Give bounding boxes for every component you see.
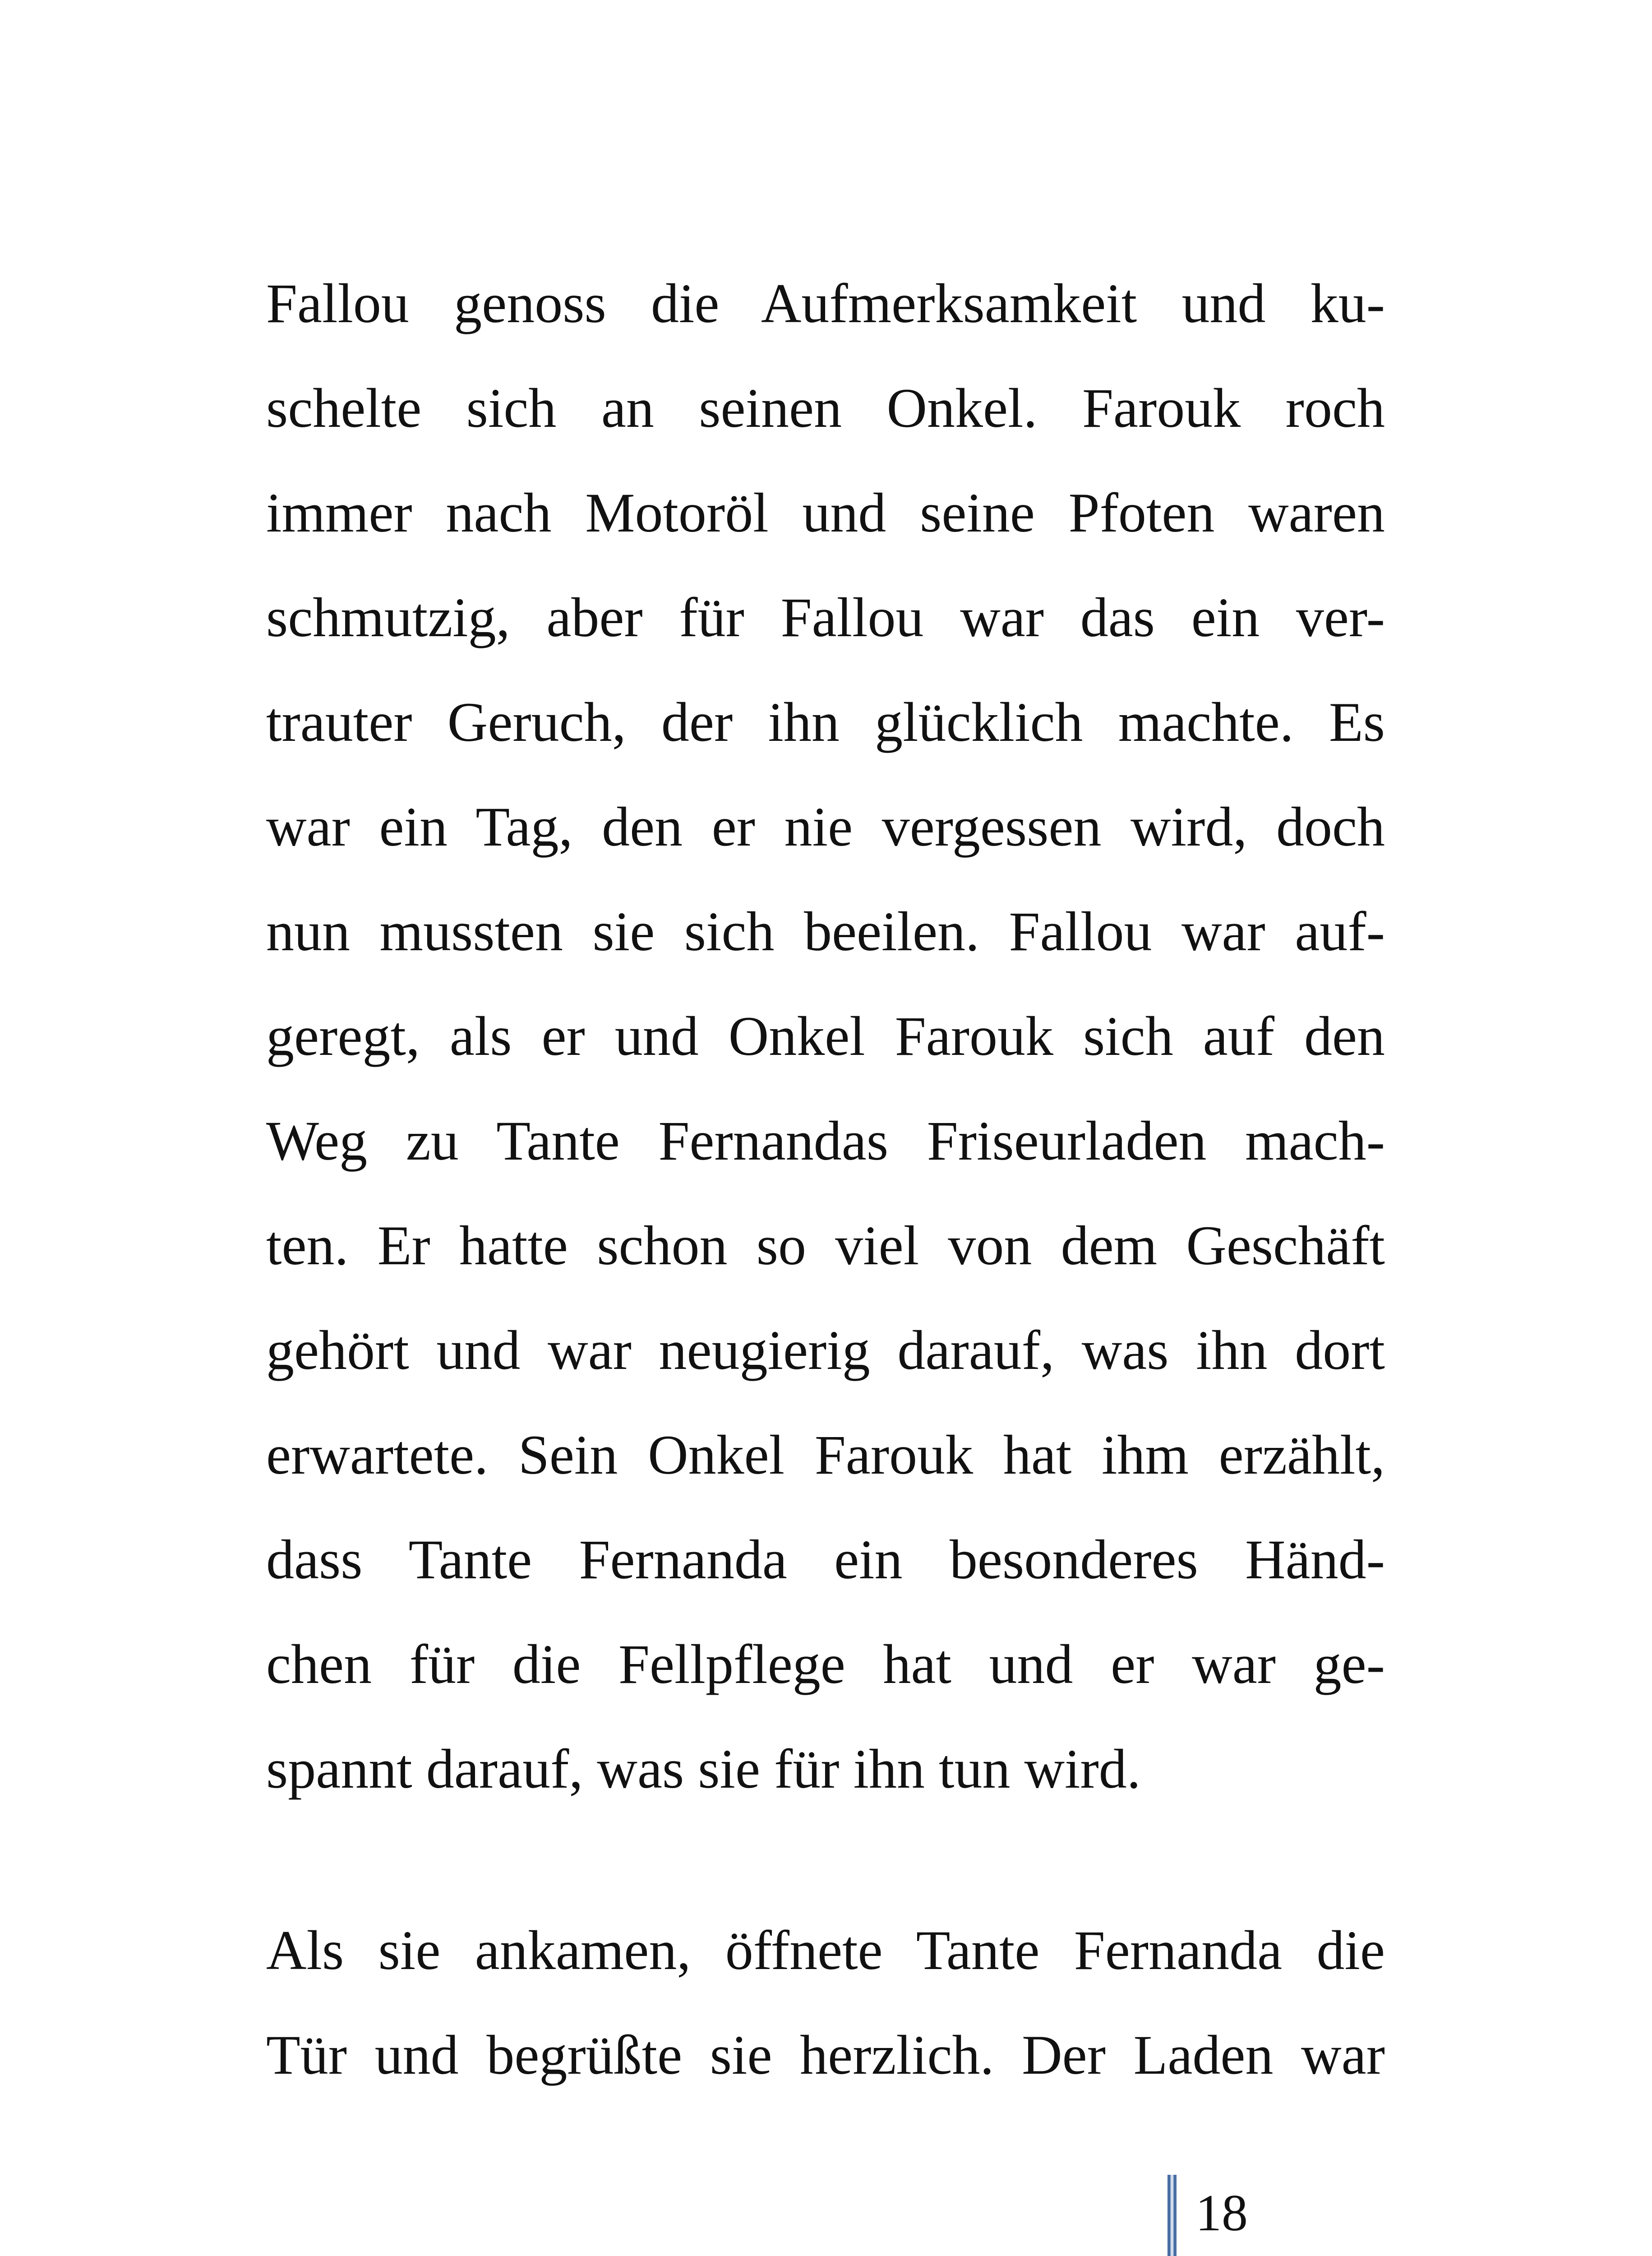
text-line: geregt, als er und Onkel Farouk sich auf den [266, 1005, 1385, 1067]
text-line: ten. Er hatte schon so viel von dem Geschäft [266, 1215, 1385, 1276]
text-line: spannt darauf, was sie für ihn tun wird. [266, 1738, 1141, 1800]
page-number-rule [1167, 2175, 1177, 2256]
page-number: 18 [1195, 2184, 1248, 2242]
text-line: Tür und begrüßte sie herzlich. Der Laden war [266, 2024, 1385, 2086]
text-line: immer nach Motoröl und seine Pfoten waren [266, 482, 1385, 544]
text-line: gehört und war neugierig darauf, was ihn dort [266, 1319, 1385, 1381]
text-line: dass Tante Fernanda ein besonderes Händ- [266, 1529, 1385, 1590]
text-line: schelte sich an seinen Onkel. Farouk roch [266, 377, 1385, 439]
text-line: war ein Tag, den er nie vergessen wird, doch [266, 796, 1385, 858]
text-line: chen für die Fellpflege hat und er war ge- [266, 1633, 1385, 1695]
text-line: erwartete. Sein Onkel Farouk hat ihm erzählt, [266, 1424, 1385, 1486]
text-line: nun mussten sie sich beeilen. Fallou war auf- [266, 901, 1385, 962]
paragraph-2 [266, 1898, 1385, 2108]
text-line: Fallou genoss die Aufmerksamkeit und ku- [266, 273, 1385, 334]
paragraph-1 [266, 251, 1385, 1821]
text-line: Als sie ankamen, öffnete Tante Fernanda die [266, 1919, 1385, 1981]
text-line: schmutzig, aber für Fallou war das ein ver- [266, 587, 1385, 648]
text-line: Weg zu Tante Fernandas Friseurladen mach- [266, 1110, 1385, 1172]
text-line: trauter Geruch, der ihn glücklich machte. Es [266, 691, 1385, 753]
